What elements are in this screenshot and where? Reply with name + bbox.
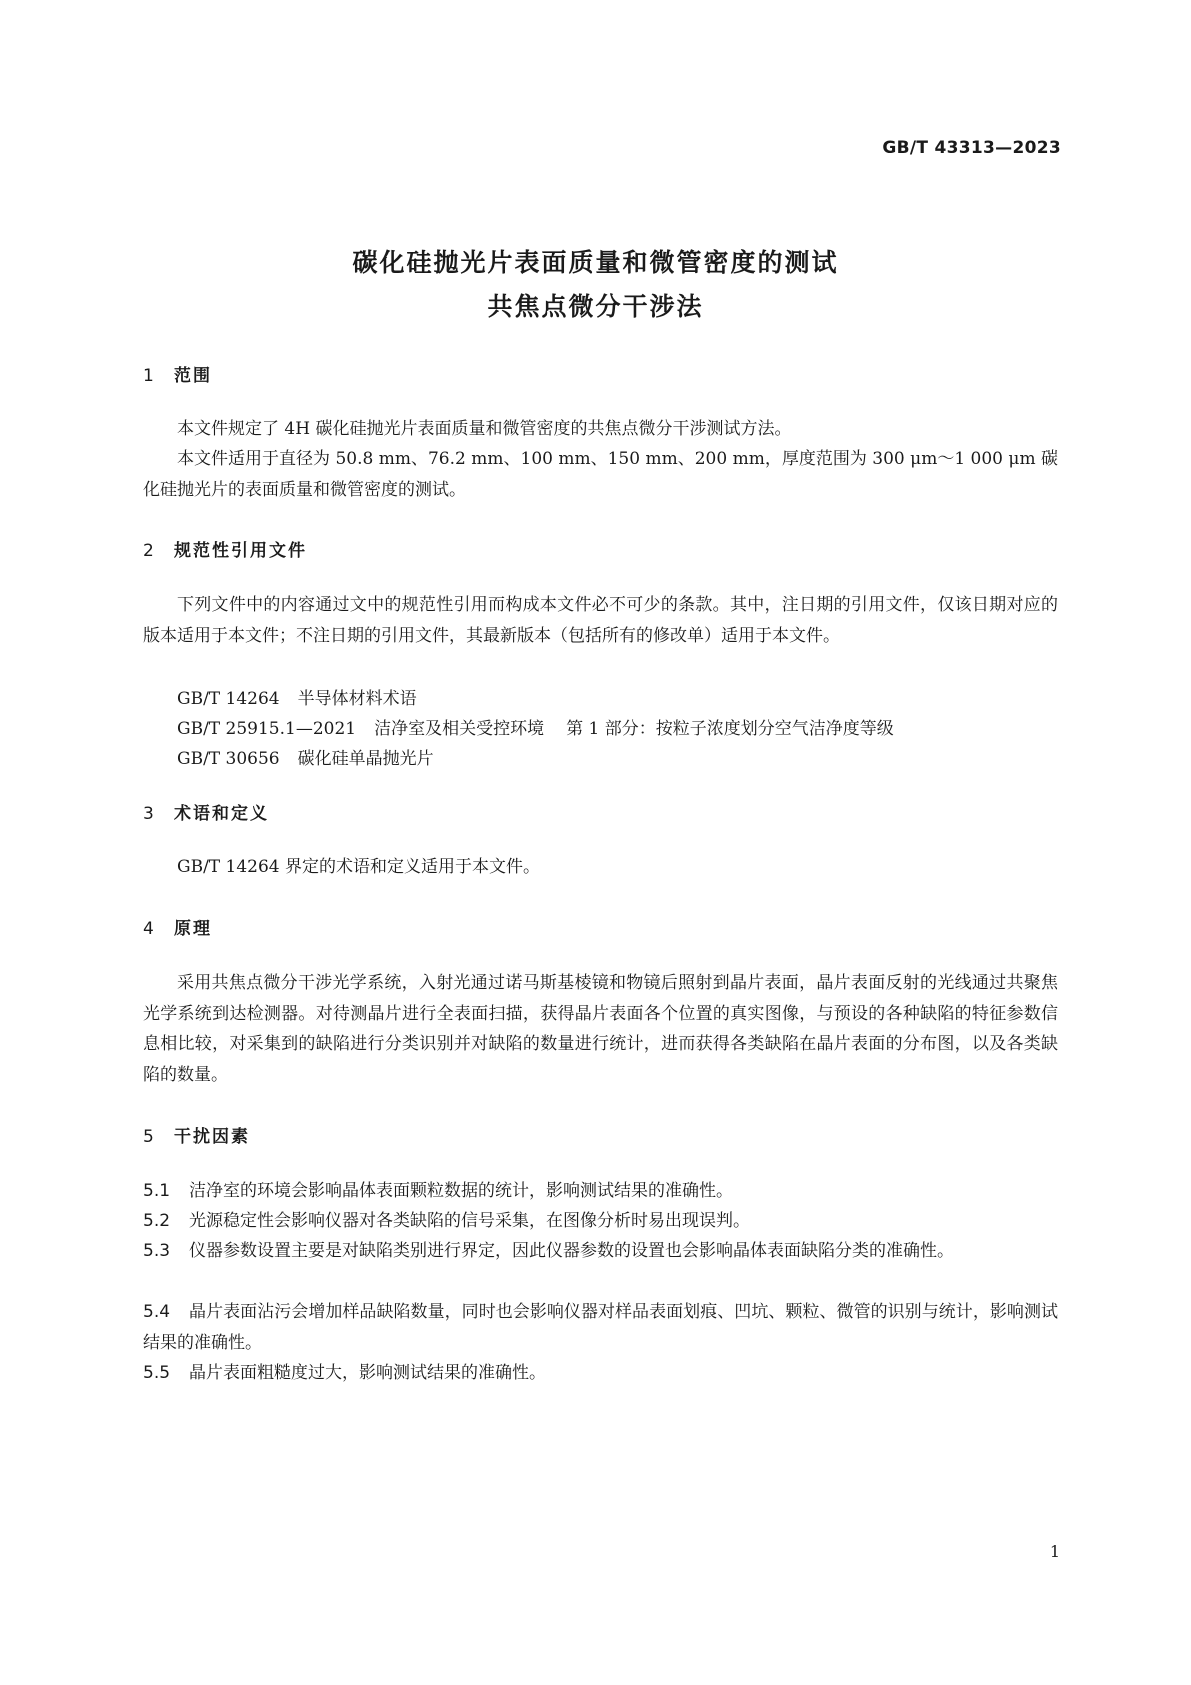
clause-5-4: [143, 1297, 1058, 1358]
section-title: 范围: [174, 366, 212, 386]
clause-text: 仪器参数设置主要是对缺陷类别进行界定，因此仪器参数的设置也会影响晶体表面缺陷分类的准确性。: [189, 1241, 954, 1261]
clause-text: 光源稳定性会影响仪器对各类缺陷的信号采集，在图像分析时易出现误判。: [189, 1211, 750, 1231]
clause-number: 5.3: [143, 1241, 171, 1261]
clause-text: 晶片表面粗糙度过大，影响测试结果的准确性。: [189, 1363, 546, 1383]
section-number: 1: [143, 366, 154, 386]
clause-5-1: [143, 1176, 1058, 1207]
page-number: 1: [1049, 1542, 1060, 1561]
section-heading-terms: [143, 799, 269, 824]
section-title: 术语和定义: [174, 804, 269, 824]
section-heading-interference: [143, 1122, 250, 1147]
reference-title: 碳化硅单晶抛光片: [297, 749, 434, 769]
document-title-line2: 共焦点微分干涉法: [487, 292, 704, 321]
section-heading-normative-references: [143, 536, 307, 561]
reference-item: [177, 714, 894, 739]
clause-5-3: [143, 1236, 1058, 1267]
reference-item: [177, 684, 417, 709]
standard-code: GB/T 43313—2023: [882, 138, 1061, 158]
clause-number: 5.1: [143, 1181, 171, 1201]
scope-paragraph-1: 本文件规定了 4H 碳化硅抛光片表面质量和微管密度的共焦点微分干涉测试方法。: [177, 419, 792, 439]
reference-code: GB/T 30656: [177, 749, 280, 769]
section-heading-scope: [143, 361, 212, 386]
section-number: 5: [143, 1127, 154, 1147]
section-title: 干扰因素: [174, 1127, 250, 1147]
clause-text: 晶片表面沾污会增加样品缺陷数量，同时也会影响仪器对样品表面划痕、凹坑、颗粒、微管的识别与统计，影响测试结果的准确性。: [143, 1302, 1058, 1353]
section-number: 2: [143, 541, 154, 561]
references-intro-paragraph: 下列文件中的内容通过文中的规范性引用而构成本文件必不可少的条款。其中，注日期的引用文件，仅该日期对应的版本适用于本文件；不注日期的引用文件，其最新版本（包括所有的修改单）适用于本文件。: [143, 595, 1058, 646]
reference-title: 半导体材料术语: [297, 689, 417, 709]
clause-text: 洁净室的环境会影响晶体表面颗粒数据的统计，影响测试结果的准确性。: [189, 1181, 733, 1201]
reference-code: GB/T 14264: [177, 689, 280, 709]
section-title: 原理: [174, 919, 212, 939]
scope-paragraph-2: 本文件适用于直径为 50.8 mm、76.2 mm、100 mm、150 mm、200 mm，厚度范围为 300 μm～1 000 μm 碳化硅抛光片的表面质量和微管密度的测试。: [143, 449, 1058, 500]
section-title: 规范性引用文件: [174, 541, 307, 561]
document-title-line1: 碳化硅抛光片表面质量和微管密度的测试: [352, 248, 839, 277]
section-number: 4: [143, 919, 154, 939]
reference-item: [177, 744, 434, 769]
reference-title: 洁净室及相关受控环境: [374, 719, 545, 739]
reference-part: 第 1 部分：按粒子浓度划分空气洁净度等级: [566, 719, 894, 739]
reference-code: GB/T 25915.1—2021: [177, 719, 357, 739]
clause-number: 5.2: [143, 1211, 171, 1231]
clause-number: 5.5: [143, 1363, 171, 1383]
clause-5-5: [143, 1358, 1058, 1389]
section-number: 3: [143, 804, 154, 824]
terms-paragraph: GB/T 14264 界定的术语和定义适用于本文件。: [177, 857, 541, 877]
section-heading-principle: [143, 914, 212, 939]
clause-5-2: [143, 1206, 1058, 1237]
principle-paragraph: 采用共焦点微分干涉光学系统，入射光通过诺马斯基棱镜和物镜后照射到晶片表面，晶片表面反射的光线通过共聚焦光学系统到达检测器。对待测晶片进行全表面扫描，获得晶片表面各个位置的真实图像，与预设的各种缺陷的特征参数信息相比较，对采集到的缺陷进行分类识别并对缺陷的数量进行统计，进而获得各类缺陷在晶片表面的分布图，以及各类缺陷的数量。: [143, 973, 1058, 1085]
clause-number: 5.4: [143, 1302, 171, 1322]
